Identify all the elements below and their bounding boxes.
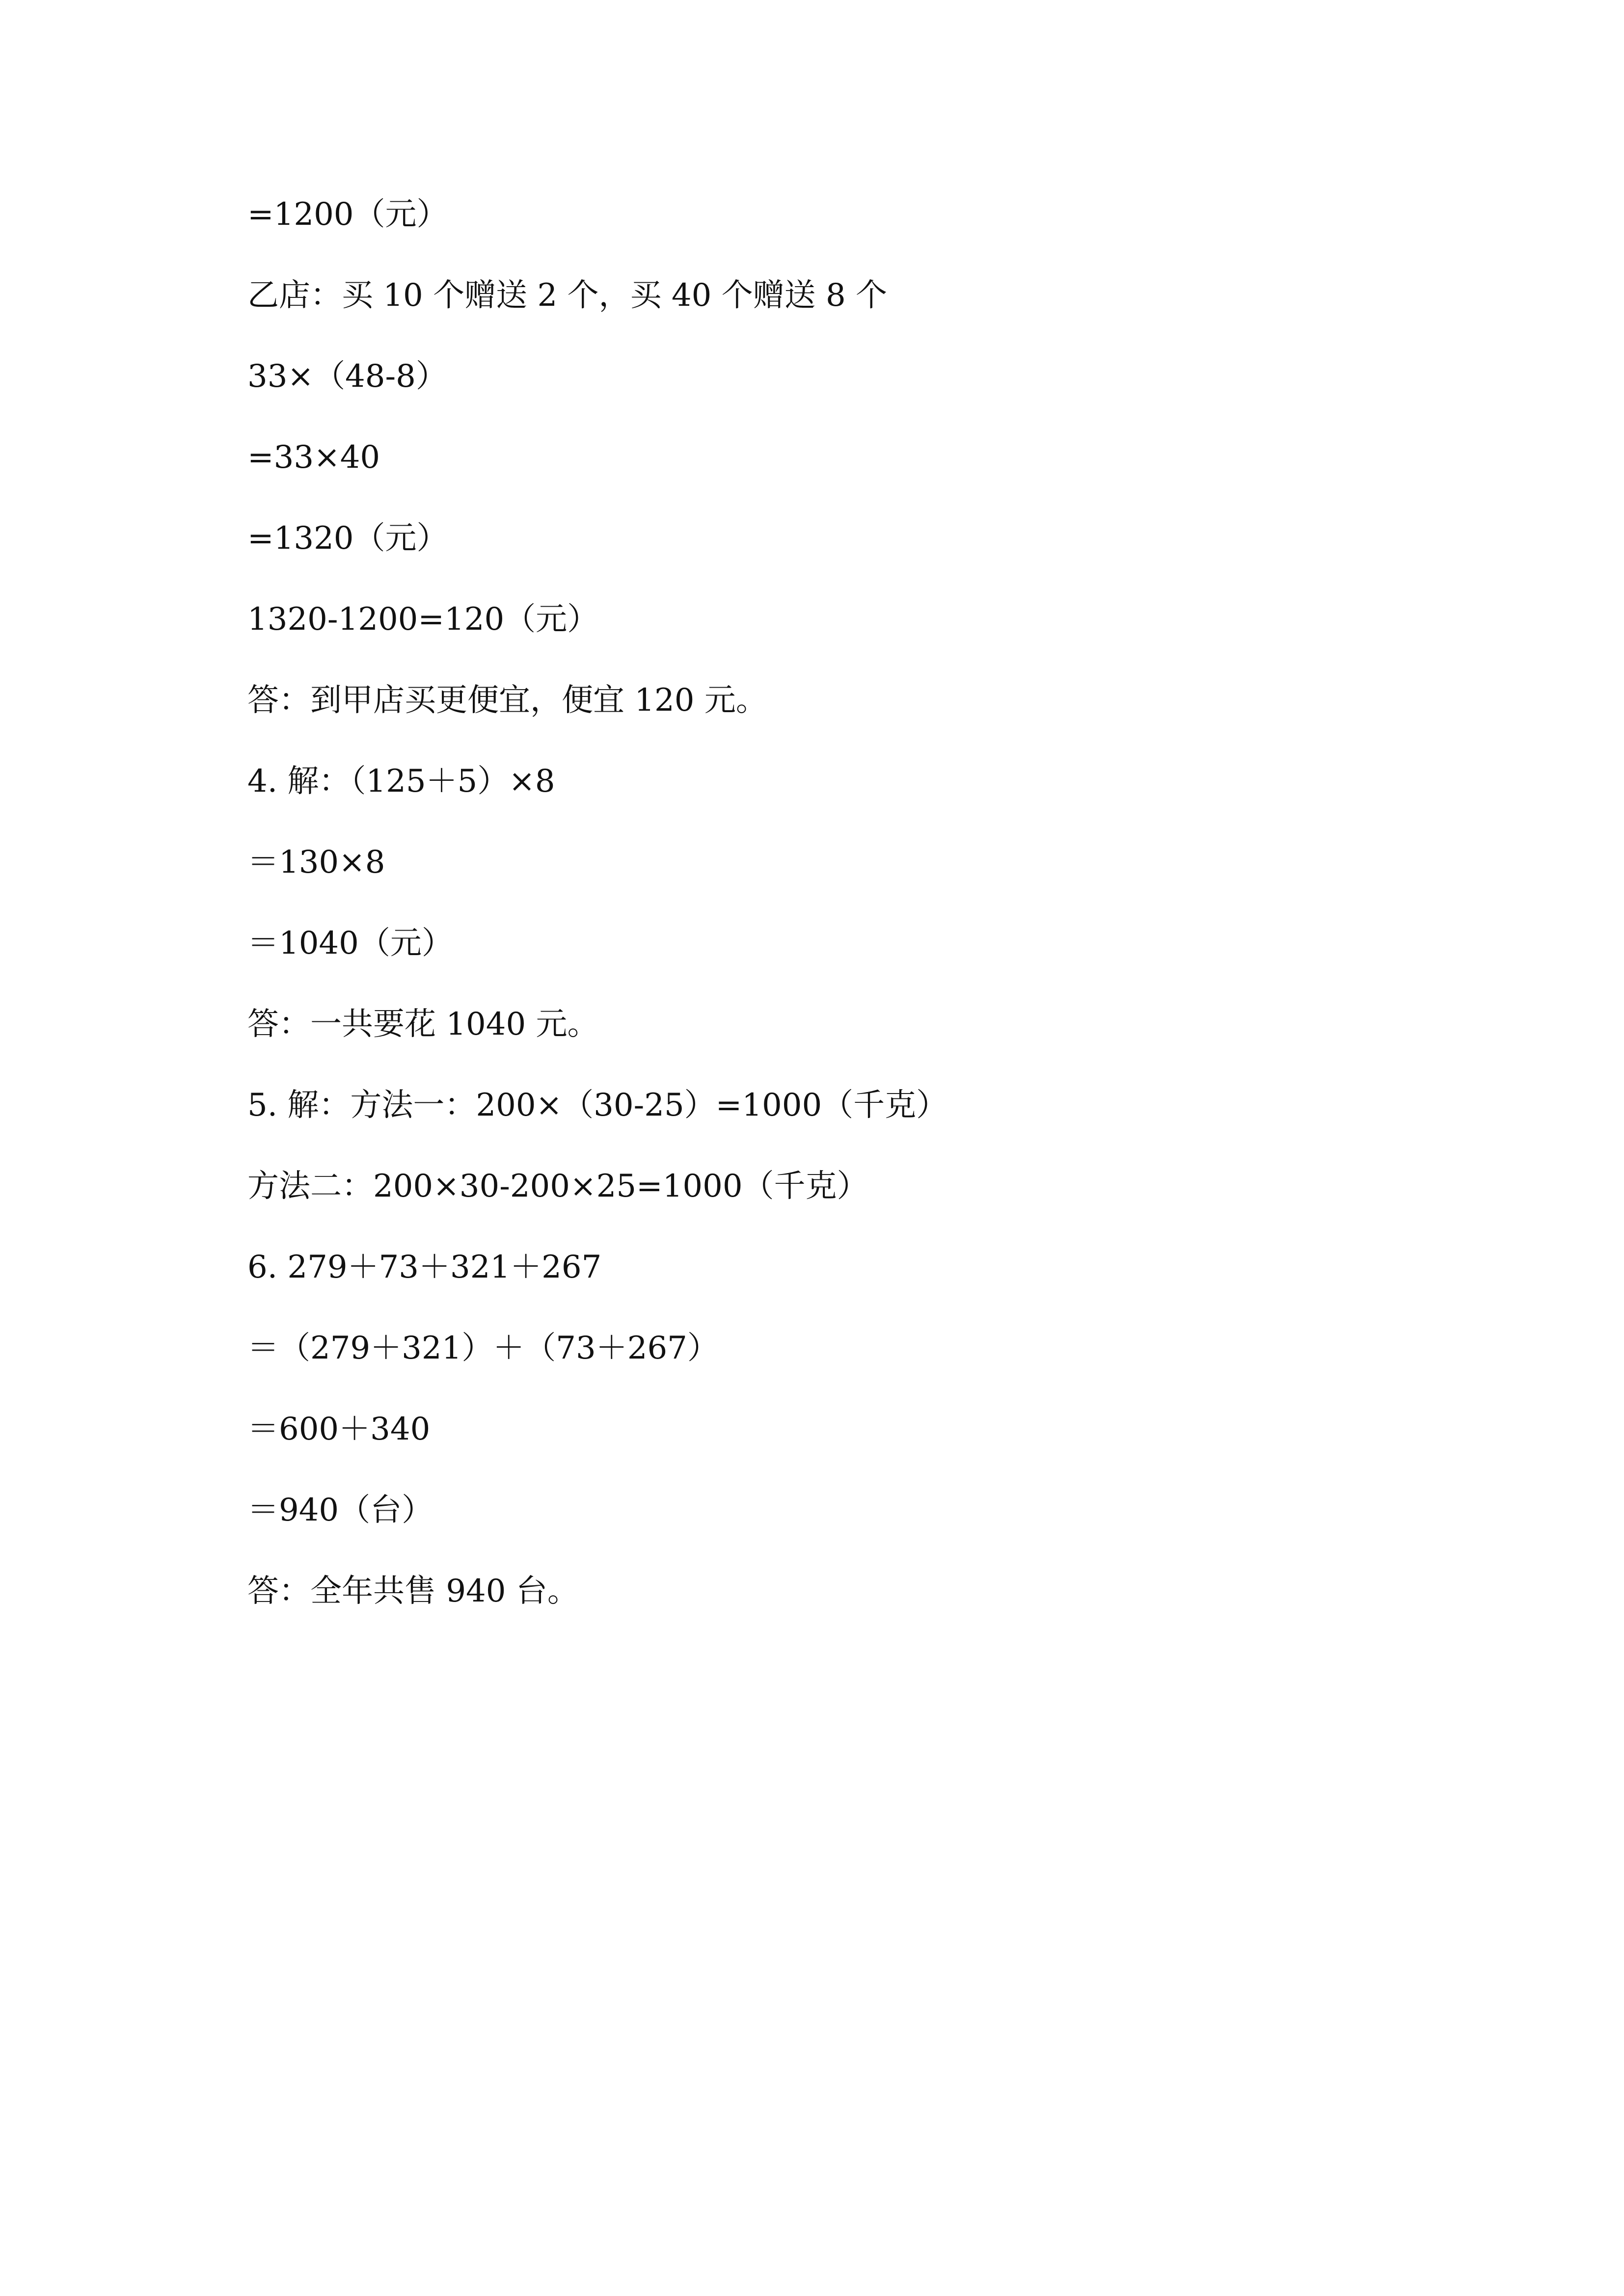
calc-line: ＝600＋340 (247, 1411, 431, 1447)
document-body (247, 192, 1377, 1650)
calc-line: ＝1040（元） (247, 925, 453, 961)
shop-b-offer-line: 乙店：买 10 个赠送 2 个，买 40 个赠送 8 个 (247, 277, 888, 314)
method-two-line: 方法二：200×30-200×25=1000（千克） (247, 1168, 868, 1204)
problem-4-solution-line: 4. 解：（125＋5）×8 (247, 763, 555, 800)
calc-line: ＝（279＋321）＋（73＋267） (247, 1330, 719, 1366)
answer-line: 答：一共要花 1040 元。 (247, 1006, 599, 1042)
problem-5-solution-line: 5. 解：方法一：200×（30-25）=1000（千克） (247, 1087, 948, 1123)
calc-line: =1320（元） (247, 520, 448, 557)
answer-line: 答：全年共售 940 台。 (247, 1573, 579, 1609)
answer-line: 答：到甲店买更便宜，便宜 120 元。 (247, 682, 767, 719)
problem-6-solution-line: 6. 279＋73＋321＋267 (247, 1249, 602, 1285)
calc-line: ＝130×8 (247, 844, 385, 881)
calc-line: 33×（48-8） (247, 358, 447, 395)
calc-line: 1320-1200=120（元） (247, 601, 599, 638)
calc-line: =1200（元） (247, 196, 448, 233)
calc-line: ＝940（台） (247, 1492, 433, 1528)
calc-line: =33×40 (247, 439, 380, 476)
